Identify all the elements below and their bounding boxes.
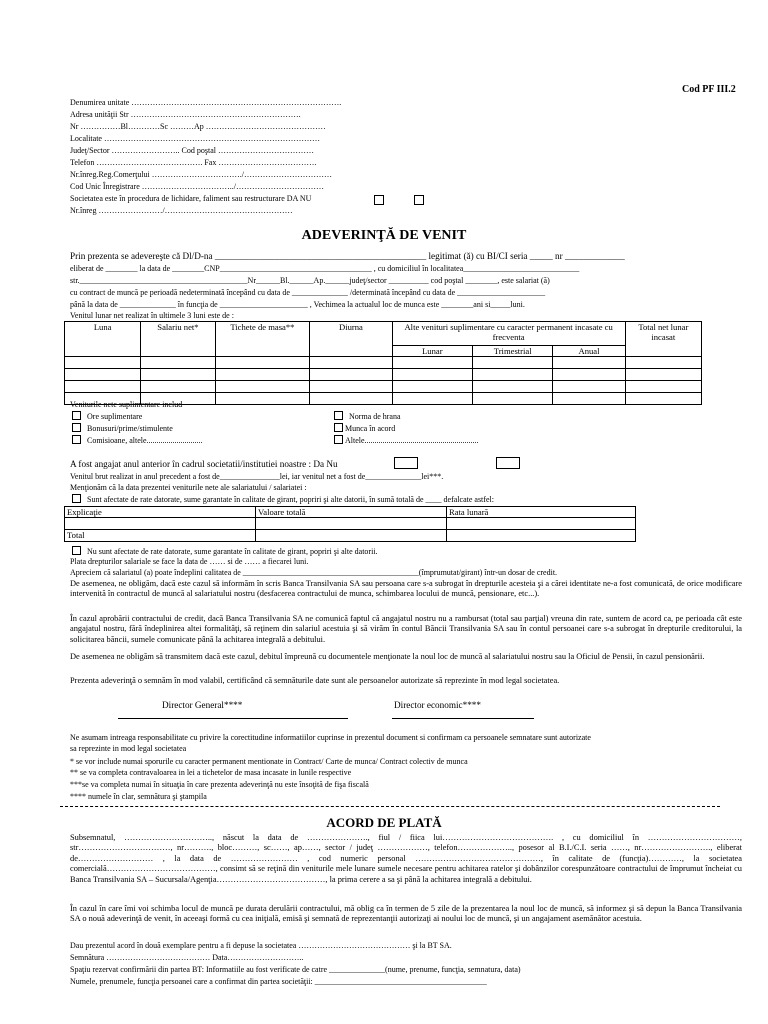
debts-header-explanation: Explicaţie: [65, 507, 256, 518]
liquidation-yes-checkbox[interactable]: [374, 195, 384, 205]
footnote-2: ** se va completa contravaloarea in lei a tichetelor de masa incasate in lunile respective: [70, 768, 352, 777]
director-economic-signature-line[interactable]: [392, 718, 534, 719]
bt-confirmation-line[interactable]: Spaţiu rezervat confirmării din partea BT: Informatiile au fost verificate de catre ______________(nume, prenume, funcţia, semnatura, data): [70, 965, 521, 974]
debts-affected-line[interactable]: Sunt afectate de rate datorate, sume garantate în calitate de girant, popriri şi alte datorii, în sumă totală de ____ defalcate astfel:: [70, 494, 494, 505]
col-header-salary: Salariu net*: [141, 322, 215, 357]
commissions-checkbox[interactable]: [72, 435, 81, 444]
footnote-4: **** numele în clar, semnătura şi ştampila: [70, 792, 207, 801]
table-row[interactable]: [65, 357, 702, 369]
acord-paragraph-1[interactable]: Subsemnatul, ………………………….., născut la data de …………………., fiul / fiica lui…………………………………. , cu domiciliul în ……………………………, str……………………………, nr………., bloc………, sc……, ap……, sector / judeţ ………………, telefon……………….., posesor al B.I./C.I. seria ……, nr……………………., eliberat de……………………… , la data de …………………… , cod numeric personal ………………………………………, în calitate de (funcţia)…………, la societatea comercială…………………………………, consimt să se reţină din veniturile mele lunare sumele necesare pentru achitarea ratelor şi dobânzilor corespunzătoare contractului de împrumut încheiat cu Banca Transilvania SA – Sucursala/Agenţia…………………………………, la prima cerere a sa şi până la achitarea integrală a debitului.: [70, 833, 742, 884]
company-confirmation-line[interactable]: Numele, prenumele, funcţia persoanei care a confirmat din partea societăţii: ___________________________________________: [70, 977, 487, 986]
header-line-number[interactable]: Nr ……………Bl…………Sc ………Ap ………………………………………: [70, 122, 326, 131]
overtime-checkbox[interactable]: [72, 411, 81, 420]
sub-header-annual: Anual: [553, 346, 625, 357]
director-general-signature-line[interactable]: [118, 718, 348, 719]
extra-income-bonuses[interactable]: Bonusuri/prime/stimulente: [70, 423, 173, 434]
col-header-diurna: Diurna: [310, 322, 392, 357]
debts-total-label: Total: [65, 530, 256, 542]
debts-header-monthly-rate: Rata lunară: [447, 507, 636, 518]
table-row[interactable]: [65, 381, 702, 393]
piecework-checkbox[interactable]: [334, 423, 343, 432]
header-line-company[interactable]: Denumirea unitate …………………………………………………………………….: [70, 98, 342, 107]
transfer-paragraph: De asemenea ne obligăm să transmitem dacă este cazul, debitul împreună cu documentele menţionate la noul loc de muncă al salariatului nostru sau la Oficiul de Pensii, în cazul pensionării.: [70, 652, 705, 661]
intro-line-5[interactable]: până la data de ______________ în funcţia de ______________________ , Vechimea la actualul loc de munca este ________ani si_____luni.: [70, 300, 525, 309]
previous-year-yes-box[interactable]: [394, 457, 418, 469]
header-line-liquidation: Societatea este în procedura de lichidare, faliment sau restructurare DA NU: [70, 194, 312, 203]
intro-line-3[interactable]: str.__________________________________________Nr______Bl.______Ap.______judeţ/sector __________ cod poştal ________, este salariat (ă): [70, 276, 550, 285]
debts-affected-checkbox[interactable]: [72, 494, 81, 503]
acord-signature-date-line[interactable]: Semnătura ………………………………… Data………………………..: [70, 953, 304, 962]
col-header-other-income: Alte venituri suplimentare cu caracter permanent incasate cu frecventa: [392, 322, 625, 346]
col-header-month: Luna: [65, 322, 141, 357]
director-economic-label: Director economic****: [394, 700, 481, 710]
col-header-total: Total net lunar incasat: [625, 322, 701, 357]
bonuses-checkbox[interactable]: [72, 423, 81, 432]
header-line-phone[interactable]: Telefon …………………………………. Fax ……………………………….: [70, 158, 317, 167]
intro-line-4[interactable]: cu contract de muncă pe perioadă nedeterminată începând cu data de ______________ /determinată începând cu data de ______________________: [70, 288, 546, 297]
no-debts-line[interactable]: Nu sunt afectate de rate datorate, sume garantate în calitate de girant, popriri şi alte datorii.: [70, 546, 378, 557]
income-table: [64, 321, 702, 405]
signing-paragraph: Prezenta adeverinţă o semnăm în mod valabil, certificând că semnăturile date sunt ale persoanelor autorizate să reprezinte în mod legal societatea.: [70, 676, 560, 685]
table-row[interactable]: [65, 530, 636, 542]
intro-line-1[interactable]: Prin prezenta se adevereşte că Dl/D-na ______________________________________________ legitimat (ă) cu BI/CI seria _____ nr _____________: [70, 251, 625, 261]
previous-year-employed: A fost angajat anul anterior în cadrul societatii/institutiei noastre : Da Nu: [70, 459, 338, 469]
extra-income-heading: Veniturile nete suplimentare includ: [70, 400, 183, 409]
director-general-label: Director General****: [162, 700, 243, 710]
cut-line-divider: [60, 806, 720, 807]
debts-table: [64, 506, 636, 542]
table-row[interactable]: [65, 369, 702, 381]
intro-line-6: Venitul lunar net realizat în ultimele 3 luni este de :: [70, 311, 234, 320]
extra-income-commissions[interactable]: Comisioane, altele............................: [70, 435, 203, 446]
responsibility-note-1: Ne asumam intreaga responsabilitate cu privire la corectitudine informatiilor cuprinse in prezentul document si confirmam ca persoanele semnatare sunt autorizate: [70, 733, 591, 742]
previous-year-income[interactable]: Venitul brut realizat in anul precedent a fost de_______________lei, iar venitul net a fost de______________lei***.: [70, 472, 444, 481]
page-title: ADEVERINŢĂ DE VENIT: [301, 228, 467, 243]
header-line-registration[interactable]: Nr.înreg ……………………/…………………………………………: [70, 206, 293, 215]
extra-income-other[interactable]: Altele.........................................................: [332, 435, 479, 446]
extra-income-food-norm[interactable]: Norma de hrana: [332, 411, 401, 422]
previous-year-no-box[interactable]: [496, 457, 520, 469]
sub-header-monthly: Lunar: [392, 346, 472, 357]
extra-income-overtime[interactable]: Ore suplimentare: [70, 411, 142, 422]
liquidation-no-checkbox[interactable]: [414, 195, 424, 205]
food-norm-checkbox[interactable]: [334, 411, 343, 420]
header-line-address[interactable]: Adresa unităţii Str ……………………………………………………….: [70, 110, 301, 119]
acord-paragraph-2: În cazul în care îmi voi schimba locul de muncă pe durata derulării contractului, mă oblig ca în termen de 5 zile de la prezentarea la noul loc de muncă, să informez şi să depun la Banca Transilvania SA o nouă adeverinţă de venit, în aceeaşi formă cu cea iniţială, emisă şi semnată de reprezentanţii autorizaţi ai noului loc de muncă, şi un angajament asemănător acestuia.: [70, 904, 742, 924]
table-row[interactable]: [65, 518, 636, 530]
debts-header-total-value: Valoare totală: [256, 507, 447, 518]
header-line-locality[interactable]: Localitate ………………………………………………………………………: [70, 134, 320, 143]
intro-line-2[interactable]: eliberat de ________ la data de ________CNP______________________________________ , cu domiciliul în localitatea_____________________________: [70, 264, 580, 273]
sub-header-quarterly: Trimestrial: [473, 346, 553, 357]
withholding-paragraph: În cazul aprobării contractului de credit, dacă Banca Transilvania SA ne comunică faptul că angajatul nostru nu a rambursat (total sau parţial) vreuna din rate, suntem de acord ca, pe perioada cât este angajatul nostru, fără îndeplinirea altei formalităţi, să reţinem din salariul acestuia şi să virăm în contul Băncii Transilvania SA sau în contul persoanei care s-a subrogat în drepturile creditorului, la solicitarea băncii, sumele comunicate până la achitarea integrală a debitului.: [70, 614, 742, 644]
form-code: Cod PF III.2: [682, 84, 736, 95]
extra-income-piecework[interactable]: Munca în acord: [332, 423, 395, 434]
col-header-meal-tickets: Tichete de masa**: [215, 322, 310, 357]
acord-copies-line[interactable]: Dau prezentul acord în două exemplare pentru a fi depuse la societatea …………………………………… şi la BT SA.: [70, 941, 452, 950]
net-income-mention: Menţionăm că la data prezentei veniturile nete ale salariatului / salariatei :: [70, 483, 307, 492]
responsibility-note-2: sa reprezinte in mod legal societatea: [70, 744, 187, 753]
footnote-1: * se vor include numai sporurile cu caracter permanent mentionate in Contract/ Carte de munca/ Contract colectiv de munca: [70, 757, 468, 766]
footnote-3: ***se va completa numai în situaţia în care prezenta adeverinţă nu este însoţită de fişa fiscală: [70, 780, 369, 789]
obligation-paragraph: De asemenea, ne obligăm, dacă este cazul să informăm în scris Banca Transilvania SA sau persoana care s-a subrogat în drepturile acesteia şi a cărei identitate ne-a fost comunicată, de orice modificare intervenită în contractul de muncă al salariatului nostru (desfacerea contractului de munca, schimbarea locului de muncă, pensionare, etc...).: [70, 579, 742, 599]
header-line-fiscal-code[interactable]: Cod Unic Înregistrare ……………………………../……………………………: [70, 182, 324, 191]
acord-title: ACORD DE PLATĂ: [326, 815, 442, 830]
other-checkbox[interactable]: [334, 435, 343, 444]
header-line-trade-register[interactable]: Nr.înreg.Reg.Comerţului ……………………………./……………………………: [70, 170, 332, 179]
borrower-capacity[interactable]: Apreciem că salariatul (a) poate îndeplini calitatea de ____________________________________________(împrumutat/girant) într-un dosar de credit.: [70, 568, 558, 577]
header-line-county[interactable]: Judeţ/Sector …………………….. Cod poştal ………………………………: [70, 146, 314, 155]
salary-payment-date[interactable]: Plata drepturilor salariale se face la data de …… si de …… a fiecarei luni.: [70, 557, 309, 566]
no-debts-checkbox[interactable]: [72, 546, 81, 555]
